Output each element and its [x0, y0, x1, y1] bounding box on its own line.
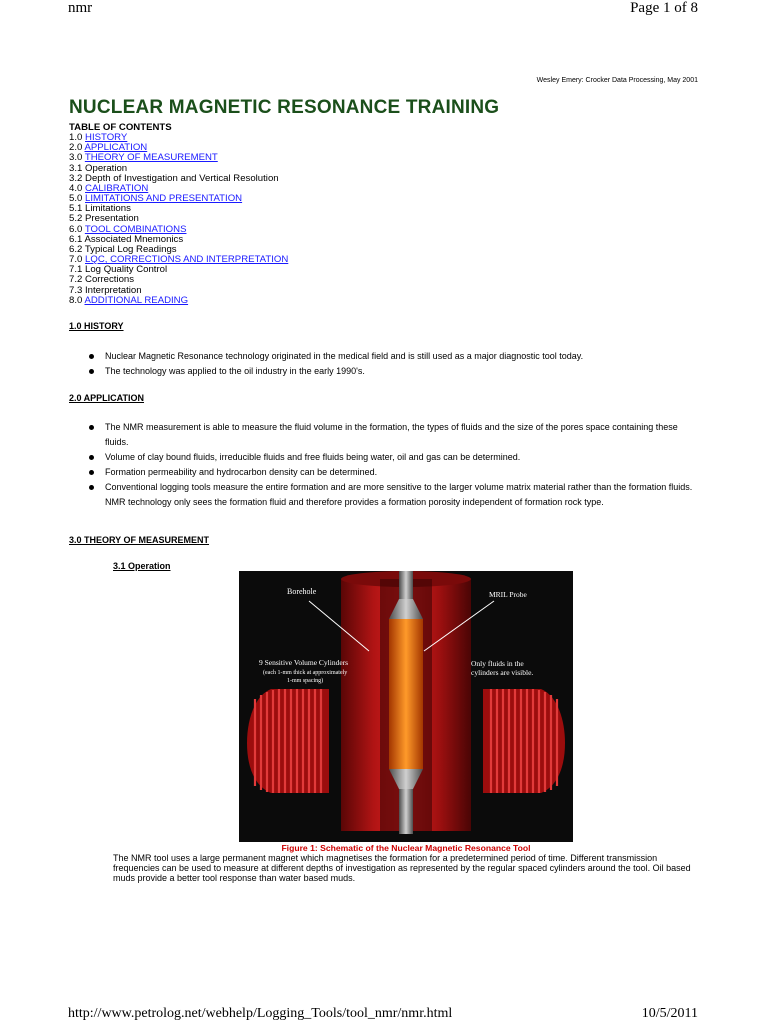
toc-item-number: 7.1 — [69, 264, 86, 276]
toc-item-number: 6.2 — [69, 243, 85, 255]
fluids-label-1: Only fluids in the — [471, 659, 524, 668]
toc-item-number: 8.0 — [69, 294, 85, 306]
byline: Wesley Emery: Crocker Data Processing, May 2001 — [536, 77, 698, 84]
toc-item-label: Log Quality Control — [85, 264, 168, 276]
list-item: The technology was applied to the oil industry in the early 1990's. — [89, 364, 699, 379]
toc-item-number: 2.0 — [69, 142, 85, 154]
toc-item-label: Depth of Investigation and Vertical Resolution — [85, 172, 279, 184]
list-item: Formation permeability and hydrocarbon density can be determined. — [89, 465, 699, 480]
toc-item-number: 7.2 — [69, 274, 86, 286]
list-item: Conventional logging tools measure the entire formation and are more sensitive to the larger volume matrix material rather than the formation fluids. NMR technology only sees the formation fluid and therefore provides a formation porosity independent of formation rock type. — [89, 480, 699, 510]
history-bullets — [89, 349, 699, 379]
page-title: NUCLEAR MAGNETIC RESONANCE TRAINING — [69, 97, 500, 118]
borehole-label: Borehole — [287, 587, 317, 596]
toc-item-number: 3.0 — [69, 152, 85, 164]
list-item: The NMR measurement is able to measure the fluid volume in the formation, the types of fluids and the size of the pores space containing these fluids. — [89, 420, 699, 450]
footer-url: http://www.petrolog.net/webhelp/Logging_Tools/tool_nmr/nmr.html — [68, 1006, 453, 1021]
page-header-right: Page 1 of 8 — [630, 0, 698, 16]
toc-item-number: 7.3 — [69, 284, 86, 296]
toc-link[interactable]: THEORY OF MEASUREMENT — [84, 152, 218, 164]
toc-item-label: Limitations — [85, 203, 131, 215]
toc-item-number: 1.0 — [69, 132, 86, 144]
toc-item-number: 3.2 — [69, 172, 86, 184]
figure-caption: Figure 1: Schematic of the Nuclear Magnetic Resonance Tool — [281, 843, 531, 853]
toc-item-label: Interpretation — [85, 284, 142, 296]
fluids-label-2: cylinders are visible. — [471, 668, 534, 677]
cylinders-label-2: (each 1-mm thick at approximately — [263, 670, 348, 676]
toc-item-label: Operation — [85, 162, 128, 174]
section-heading-theory: 3.0 THEORY OF MEASUREMENT — [69, 535, 210, 545]
toc-item-label: Typical Log Readings — [84, 243, 177, 255]
toc-link[interactable]: APPLICATION — [84, 142, 148, 154]
body-paragraph: The NMR tool uses a large permanent magnet which magnetises the formation for a predetermined period of time. Different transmission frequencies can be used to measure at different depths of investigation as represented by the regular spaced cylinders around the tool. Oil based muds provide a better tool response than water based muds. — [113, 853, 691, 883]
cylinders-label-3: 1-mm spacing) — [287, 678, 324, 684]
toc-heading: TABLE OF CONTENTS — [69, 122, 172, 133]
application-bullets — [89, 420, 699, 510]
toc-item-label: Presentation — [85, 213, 139, 225]
toc-item-number: 3.1 — [69, 162, 86, 174]
toc-item-number: 7.0 — [69, 254, 86, 266]
toc-item[interactable] — [69, 296, 288, 306]
nmr-tool-schematic — [239, 571, 573, 842]
footer-date: 10/5/2011 — [641, 1006, 698, 1021]
sensitive-volume-cylinders-left — [247, 689, 329, 793]
section-heading-history: 1.0 HISTORY — [69, 321, 124, 331]
sensitive-volume-cylinders-right — [483, 689, 565, 793]
toc-item-label: Associated Mnemonics — [84, 233, 184, 245]
page-header-left: nmr — [68, 0, 93, 16]
toc-item-label: Corrections — [85, 274, 135, 286]
table-of-contents — [69, 123, 288, 306]
subsection-heading-operation: 3.1 Operation — [113, 561, 171, 571]
toc-item-number: 4.0 — [69, 182, 86, 194]
toc-list — [69, 133, 288, 306]
toc-link[interactable]: HISTORY — [85, 132, 128, 144]
list-item: Nuclear Magnetic Resonance technology originated in the medical field and is still used as a major diagnostic tool today. — [89, 349, 699, 364]
section-heading-application: 2.0 APPLICATION — [69, 393, 145, 403]
toc-item-number: 6.0 — [69, 223, 85, 235]
toc-link[interactable]: CALIBRATION — [85, 182, 149, 194]
cylinders-label-1: 9 Sensitive Volume Cylinders — [259, 658, 349, 667]
toc-link[interactable]: LQC, CORRECTIONS AND INTERPRETATION — [85, 254, 289, 266]
toc-link[interactable]: ADDITIONAL READING — [84, 294, 189, 306]
probe-label: MRIL Probe — [489, 590, 527, 599]
toc-link[interactable]: TOOL COMBINATIONS — [84, 223, 187, 235]
toc-link[interactable]: LIMITATIONS AND PRESENTATION — [85, 193, 243, 205]
toc-item-number: 5.2 — [69, 213, 86, 225]
toc-item-number: 5.0 — [69, 193, 86, 205]
toc-item-number: 6.1 — [69, 233, 85, 245]
toc-item-number: 5.1 — [69, 203, 86, 215]
list-item: Volume of clay bound fluids, irreducible fluids and free fluids being water, oil and gas can be determined. — [89, 450, 699, 465]
